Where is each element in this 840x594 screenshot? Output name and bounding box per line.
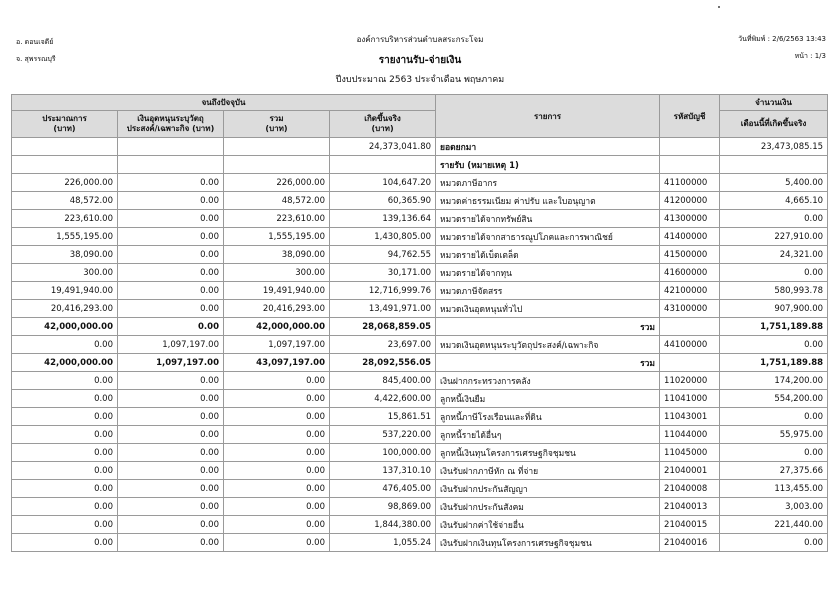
table-row bbox=[12, 516, 828, 534]
month-cell bbox=[720, 156, 828, 174]
item-cell: หมวดรายได้จากสาธารณูปโภคและการพาณิชย์ bbox=[436, 228, 660, 246]
code-cell: 41200000 bbox=[660, 192, 720, 210]
subsidy-cell bbox=[118, 138, 224, 156]
month-cell: 1,751,189.88 bbox=[720, 354, 828, 372]
month-cell: 113,455.00 bbox=[720, 480, 828, 498]
code-cell: 11044000 bbox=[660, 426, 720, 444]
total-cell: 0.00 bbox=[224, 516, 330, 534]
table-row bbox=[12, 210, 828, 228]
code-cell bbox=[660, 354, 720, 372]
estimate-cell: 38,090.00 bbox=[12, 246, 118, 264]
subsidy-cell bbox=[118, 156, 224, 174]
actual-cell: 28,092,556.05 bbox=[330, 354, 436, 372]
subsidy-cell: 0.00 bbox=[118, 444, 224, 462]
district-label: อ. ดอนเจดีย์ bbox=[16, 38, 54, 46]
table-row bbox=[12, 192, 828, 210]
code-cell: 41500000 bbox=[660, 246, 720, 264]
item-cell: เงินรับฝากประกันสังคม bbox=[436, 498, 660, 516]
actual-cell: 28,068,859.05 bbox=[330, 318, 436, 336]
total-cell: 223,610.00 bbox=[224, 210, 330, 228]
item-cell: หมวดรายได้จากทรัพย์สิน bbox=[436, 210, 660, 228]
actual-cell: 104,647.20 bbox=[330, 174, 436, 192]
actual-cell: 100,000.00 bbox=[330, 444, 436, 462]
actual-cell: 537,220.00 bbox=[330, 426, 436, 444]
header-month: เดือนนี้ที่เกิดขึ้นจริง bbox=[720, 111, 828, 138]
actual-cell: 139,136.64 bbox=[330, 210, 436, 228]
total-cell: 226,000.00 bbox=[224, 174, 330, 192]
total-cell: 38,090.00 bbox=[224, 246, 330, 264]
header-to-date: จนถึงปัจจุบัน bbox=[12, 95, 436, 111]
code-cell: 11020000 bbox=[660, 372, 720, 390]
month-cell: 227,910.00 bbox=[720, 228, 828, 246]
subsidy-cell: 0.00 bbox=[118, 228, 224, 246]
estimate-cell: 0.00 bbox=[12, 426, 118, 444]
estimate-cell: 0.00 bbox=[12, 534, 118, 552]
actual-cell: 1,055.24 bbox=[330, 534, 436, 552]
header-subsidy: เงินอุดหนุนระบุวัตถุ ประสงค์/เฉพาะกิจ (บาท) bbox=[118, 111, 224, 138]
item-cell: หมวดรายได้จากทุน bbox=[436, 264, 660, 282]
item-cell: ลูกหนี้รายได้อื่นๆ bbox=[436, 426, 660, 444]
total-cell: 43,097,197.00 bbox=[224, 354, 330, 372]
table-row bbox=[12, 264, 828, 282]
code-cell: 21040001 bbox=[660, 462, 720, 480]
total-cell: 20,416,293.00 bbox=[224, 300, 330, 318]
table-row bbox=[12, 282, 828, 300]
month-cell: 23,473,085.15 bbox=[720, 138, 828, 156]
subsidy-cell: 0.00 bbox=[118, 516, 224, 534]
actual-cell: 24,373,041.80 bbox=[330, 138, 436, 156]
estimate-cell: 42,000,000.00 bbox=[12, 354, 118, 372]
estimate-cell: 0.00 bbox=[12, 408, 118, 426]
total-cell: 0.00 bbox=[224, 390, 330, 408]
org-name: องค์การบริหารส่วนตำบลสระกระโจม bbox=[356, 35, 484, 44]
actual-cell: 1,430,805.00 bbox=[330, 228, 436, 246]
item-cell: ลูกหนี้ภาษีโรงเรือนและที่ดิน bbox=[436, 408, 660, 426]
item-cell: หมวดภาษีอากร bbox=[436, 174, 660, 192]
total-cell: 1,097,197.00 bbox=[224, 336, 330, 354]
subsidy-cell: 0.00 bbox=[118, 210, 224, 228]
subsidy-cell: 0.00 bbox=[118, 174, 224, 192]
receipts-payments-table bbox=[11, 94, 828, 552]
estimate-cell: 0.00 bbox=[12, 498, 118, 516]
province-label: จ. สุพรรณบุรี bbox=[16, 55, 56, 63]
item-cell: หมวดรายได้เบ็ดเตล็ด bbox=[436, 246, 660, 264]
table-row bbox=[12, 156, 828, 174]
table-row bbox=[12, 336, 828, 354]
month-cell: 221,440.00 bbox=[720, 516, 828, 534]
subsidy-cell: 0.00 bbox=[118, 282, 224, 300]
subsidy-cell: 0.00 bbox=[118, 408, 224, 426]
total-cell: 1,555,195.00 bbox=[224, 228, 330, 246]
subsidy-cell: 1,097,197.00 bbox=[118, 354, 224, 372]
month-cell: 3,003.00 bbox=[720, 498, 828, 516]
estimate-cell: 0.00 bbox=[12, 516, 118, 534]
actual-cell: 12,716,999.76 bbox=[330, 282, 436, 300]
month-cell: 1,751,189.88 bbox=[720, 318, 828, 336]
month-cell: 0.00 bbox=[720, 210, 828, 228]
subsidy-cell: 0.00 bbox=[118, 318, 224, 336]
table-row bbox=[12, 390, 828, 408]
page-number: หน้า : 1/3 bbox=[794, 52, 826, 60]
table-row bbox=[12, 498, 828, 516]
header-amount: จำนวนเงิน bbox=[720, 95, 828, 111]
code-cell: 41600000 bbox=[660, 264, 720, 282]
item-cell: หมวดเงินอุดหนุนทั่วไป bbox=[436, 300, 660, 318]
actual-cell: 13,491,971.00 bbox=[330, 300, 436, 318]
table-row bbox=[12, 444, 828, 462]
table-row bbox=[12, 480, 828, 498]
code-cell: 41300000 bbox=[660, 210, 720, 228]
item-cell: เงินรับฝากประกันสัญญา bbox=[436, 480, 660, 498]
subsidy-cell: 0.00 bbox=[118, 480, 224, 498]
table-row bbox=[12, 174, 828, 192]
item-cell: หมวดภาษีจัดสรร bbox=[436, 282, 660, 300]
total-cell: 0.00 bbox=[224, 534, 330, 552]
table-row bbox=[12, 246, 828, 264]
subsidy-cell: 0.00 bbox=[118, 192, 224, 210]
header-total: รวม (บาท) bbox=[224, 111, 330, 138]
subsidy-cell: 0.00 bbox=[118, 264, 224, 282]
table-row bbox=[12, 534, 828, 552]
code-cell: 44100000 bbox=[660, 336, 720, 354]
total-cell: 0.00 bbox=[224, 462, 330, 480]
table-row bbox=[12, 138, 828, 156]
month-cell: 4,665.10 bbox=[720, 192, 828, 210]
table-row bbox=[12, 354, 828, 372]
item-cell: เงินรับฝากค่าใช้จ่ายอื่น bbox=[436, 516, 660, 534]
month-cell: 554,200.00 bbox=[720, 390, 828, 408]
code-cell bbox=[660, 318, 720, 336]
table-header-row-1 bbox=[12, 95, 828, 111]
actual-cell: 98,869.00 bbox=[330, 498, 436, 516]
month-cell: 24,321.00 bbox=[720, 246, 828, 264]
table-row bbox=[12, 300, 828, 318]
table-row bbox=[12, 372, 828, 390]
item-cell: หมวดเงินอุดหนุนระบุวัตถุประสงค์/เฉพาะกิจ bbox=[436, 336, 660, 354]
total-cell: 0.00 bbox=[224, 498, 330, 516]
total-cell: 0.00 bbox=[224, 480, 330, 498]
actual-cell: 23,697.00 bbox=[330, 336, 436, 354]
item-cell: ยอดยกมา bbox=[436, 138, 660, 156]
estimate-cell: 0.00 bbox=[12, 372, 118, 390]
estimate-cell: 300.00 bbox=[12, 264, 118, 282]
actual-cell: 845,400.00 bbox=[330, 372, 436, 390]
estimate-cell bbox=[12, 138, 118, 156]
header-estimate: ประมาณการ (บาท) bbox=[12, 111, 118, 138]
print-date: วันที่พิมพ์ : 2/6/2563 13:43 bbox=[738, 35, 826, 43]
code-cell: 43100000 bbox=[660, 300, 720, 318]
item-cell: ลูกหนี้เงินทุนโครงการเศรษฐกิจชุมชน bbox=[436, 444, 660, 462]
code-cell: 11043001 bbox=[660, 408, 720, 426]
actual-cell: 137,310.10 bbox=[330, 462, 436, 480]
month-cell: 55,975.00 bbox=[720, 426, 828, 444]
month-cell: 0.00 bbox=[720, 444, 828, 462]
estimate-cell bbox=[12, 156, 118, 174]
month-cell: 907,900.00 bbox=[720, 300, 828, 318]
month-cell: 174,200.00 bbox=[720, 372, 828, 390]
actual-cell: 60,365.90 bbox=[330, 192, 436, 210]
estimate-cell: 19,491,940.00 bbox=[12, 282, 118, 300]
subsidy-cell: 0.00 bbox=[118, 534, 224, 552]
subsidy-cell: 1,097,197.00 bbox=[118, 336, 224, 354]
month-cell: 27,375.66 bbox=[720, 462, 828, 480]
code-cell: 42100000 bbox=[660, 282, 720, 300]
code-cell bbox=[660, 138, 720, 156]
total-cell: 48,572.00 bbox=[224, 192, 330, 210]
total-cell: 300.00 bbox=[224, 264, 330, 282]
scan-speck bbox=[718, 6, 720, 8]
estimate-cell: 48,572.00 bbox=[12, 192, 118, 210]
total-cell bbox=[224, 138, 330, 156]
actual-cell: 94,762.55 bbox=[330, 246, 436, 264]
estimate-cell: 20,416,293.00 bbox=[12, 300, 118, 318]
actual-cell: 15,861.51 bbox=[330, 408, 436, 426]
item-cell: หมวดค่าธรรมเนียม ค่าปรับ และใบอนุญาต bbox=[436, 192, 660, 210]
item-cell: เงินรับฝากเงินทุนโครงการเศรษฐกิจชุมชน bbox=[436, 534, 660, 552]
report-subtitle: ปีงบประมาณ 2563 ประจำเดือน พฤษภาคม bbox=[335, 75, 505, 85]
month-cell: 0.00 bbox=[720, 264, 828, 282]
code-cell: 11041000 bbox=[660, 390, 720, 408]
estimate-cell: 1,555,195.00 bbox=[12, 228, 118, 246]
total-cell: 0.00 bbox=[224, 372, 330, 390]
item-cell: ลูกหนี้เงินยืม bbox=[436, 390, 660, 408]
subsidy-cell: 0.00 bbox=[118, 372, 224, 390]
code-cell: 11045000 bbox=[660, 444, 720, 462]
report-title: รายงานรับ-จ่ายเงิน bbox=[378, 55, 462, 66]
code-cell: 21040008 bbox=[660, 480, 720, 498]
estimate-cell: 0.00 bbox=[12, 390, 118, 408]
estimate-cell: 0.00 bbox=[12, 444, 118, 462]
code-cell bbox=[660, 156, 720, 174]
code-cell: 21040013 bbox=[660, 498, 720, 516]
subsidy-cell: 0.00 bbox=[118, 498, 224, 516]
code-cell: 21040015 bbox=[660, 516, 720, 534]
estimate-cell: 42,000,000.00 bbox=[12, 318, 118, 336]
actual-cell: 30,171.00 bbox=[330, 264, 436, 282]
actual-cell bbox=[330, 156, 436, 174]
code-cell: 21040016 bbox=[660, 534, 720, 552]
total-cell: 0.00 bbox=[224, 444, 330, 462]
actual-cell: 1,844,380.00 bbox=[330, 516, 436, 534]
subsidy-cell: 0.00 bbox=[118, 426, 224, 444]
total-cell: 19,491,940.00 bbox=[224, 282, 330, 300]
total-cell: 0.00 bbox=[224, 426, 330, 444]
header-actual: เกิดขึ้นจริง (บาท) bbox=[330, 111, 436, 138]
total-cell: 42,000,000.00 bbox=[224, 318, 330, 336]
estimate-cell: 0.00 bbox=[12, 462, 118, 480]
actual-cell: 476,405.00 bbox=[330, 480, 436, 498]
month-cell: 5,400.00 bbox=[720, 174, 828, 192]
month-cell: 0.00 bbox=[720, 408, 828, 426]
actual-cell: 4,422,600.00 bbox=[330, 390, 436, 408]
table-row bbox=[12, 426, 828, 444]
estimate-cell: 0.00 bbox=[12, 480, 118, 498]
estimate-cell: 226,000.00 bbox=[12, 174, 118, 192]
item-cell: เงินฝากกระทรวงการคลัง bbox=[436, 372, 660, 390]
table-row bbox=[12, 228, 828, 246]
table-row bbox=[12, 408, 828, 426]
table-row bbox=[12, 462, 828, 480]
estimate-cell: 0.00 bbox=[12, 336, 118, 354]
month-cell: 0.00 bbox=[720, 534, 828, 552]
item-cell: รวม bbox=[436, 354, 660, 372]
header-item: รายการ bbox=[436, 95, 660, 138]
item-cell: รวม bbox=[436, 318, 660, 336]
subsidy-cell: 0.00 bbox=[118, 300, 224, 318]
estimate-cell: 223,610.00 bbox=[12, 210, 118, 228]
month-cell: 580,993.78 bbox=[720, 282, 828, 300]
subsidy-cell: 0.00 bbox=[118, 390, 224, 408]
header-code: รหัสบัญชี bbox=[660, 95, 720, 138]
code-cell: 41100000 bbox=[660, 174, 720, 192]
table-row bbox=[12, 318, 828, 336]
subsidy-cell: 0.00 bbox=[118, 462, 224, 480]
item-cell: รายรับ (หมายเหตุ 1) bbox=[436, 156, 660, 174]
subsidy-cell: 0.00 bbox=[118, 246, 224, 264]
month-cell: 0.00 bbox=[720, 336, 828, 354]
total-cell bbox=[224, 156, 330, 174]
total-cell: 0.00 bbox=[224, 408, 330, 426]
item-cell: เงินรับฝากภาษีหัก ณ ที่จ่าย bbox=[436, 462, 660, 480]
code-cell: 41400000 bbox=[660, 228, 720, 246]
